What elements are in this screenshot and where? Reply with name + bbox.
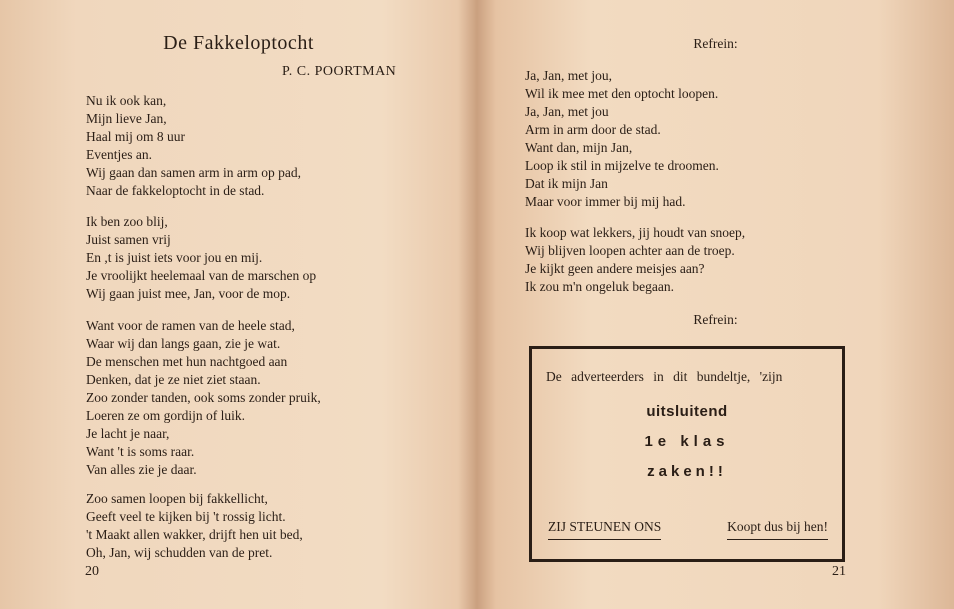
poem-line: Ik ben zoo blij,	[86, 214, 168, 229]
poem-line: En ,t is juist iets voor jou en mij.	[86, 250, 263, 265]
poem-line: Ja, Jan, met jou,	[525, 68, 612, 83]
poem-author: P. C. POORTMAN	[282, 64, 397, 79]
poem-line: Zoo samen loopen bij fakkellicht,	[86, 491, 268, 506]
ad-line-businesses: zaken!!	[647, 463, 727, 480]
poem-line: Want dan, mijn Jan,	[525, 140, 633, 155]
ad-footer-support: ZIJ STEUNEN ONS	[548, 519, 661, 540]
poem-line: Naar de fakkeloptocht in de stad.	[86, 183, 265, 198]
page-number-right: 21	[832, 564, 846, 579]
page-number-left: 20	[85, 564, 99, 579]
poem-line: Juist samen vrij	[86, 232, 171, 247]
ad-footer-buy: Koopt dus bij hen!	[727, 519, 828, 540]
poem-line: Oh, Jan, wij schudden van de pret.	[86, 545, 273, 560]
poem-line: Ja, Jan, met jou	[525, 104, 609, 119]
poem-line: Nu ik ook kan,	[86, 93, 167, 108]
stanza-1	[86, 92, 301, 200]
poem-line: Want 't is soms raar.	[86, 444, 195, 459]
poem-line: Maar voor immer bij mij had.	[525, 194, 686, 209]
poem-line: Arm in arm door de stad.	[525, 122, 661, 137]
poem-line: 't Maakt allen wakker, drijft hen uit bed,	[86, 527, 303, 542]
poem-line: Dat ik mijn Jan	[525, 176, 608, 191]
right-page	[477, 0, 954, 609]
poem-line: Van alles zie je daar.	[86, 462, 197, 477]
stanza-4	[86, 490, 303, 562]
refrain-heading-2: Refrein:	[693, 312, 738, 327]
advertisement-box	[529, 346, 845, 562]
poem-line: Denken, dat je ze niet ziet staan.	[86, 372, 261, 387]
poem-line: Je vroolijkt heelemaal van de marschen op	[86, 268, 317, 283]
poem-line: Mijn lieve Jan,	[86, 111, 167, 126]
refrain-stanza	[525, 67, 719, 211]
poem-title: De Fakkeloptocht	[163, 32, 314, 54]
poem-line: De menschen met hun nachtgoed aan	[86, 354, 288, 369]
poem-line: Waar wij dan langs gaan, zie je wat.	[86, 336, 281, 351]
stanza-3	[86, 317, 321, 479]
poem-line: Wij gaan dan samen arm in arm op pad,	[86, 165, 302, 180]
stanza-2	[86, 213, 316, 303]
poem-line: Je kijkt geen andere meisjes aan?	[525, 261, 705, 276]
poem-line: Haal mij om 8 uur	[86, 129, 185, 144]
poem-line: Wij blijven loopen achter aan de troep.	[525, 243, 735, 258]
poem-line: Eventjes an.	[86, 147, 152, 162]
poem-line: Ik zou m'n ongeluk begaan.	[525, 279, 675, 294]
poem-line: Geeft veel te kijken bij 't rossig licht.	[86, 509, 286, 524]
stanza-5	[525, 224, 745, 296]
ad-line-first-class: 1e klas	[644, 433, 730, 450]
refrain-heading: Refrein:	[693, 36, 738, 51]
ad-intro-text: De adverteerders in dit bundeltje, 'zijn	[546, 369, 783, 384]
poem-line: Je lacht je naar,	[86, 426, 170, 441]
poem-line: Want voor de ramen van de heele stad,	[86, 318, 295, 333]
poem-line: Zoo zonder tanden, ook soms zonder pruik,	[86, 390, 321, 405]
poem-line: Ik koop wat lekkers, jij houdt van snoep,	[525, 225, 746, 240]
poem-line: Wij gaan juist mee, Jan, voor de mop.	[86, 286, 291, 301]
ad-line-exclusively: uitsluitend	[646, 403, 728, 420]
poem-line: Wil ik mee met den optocht loopen.	[525, 86, 719, 101]
poem-line: Loop ik stil in mijzelve te droomen.	[525, 158, 719, 173]
poem-line: Loeren ze om gordijn of luik.	[86, 408, 245, 423]
